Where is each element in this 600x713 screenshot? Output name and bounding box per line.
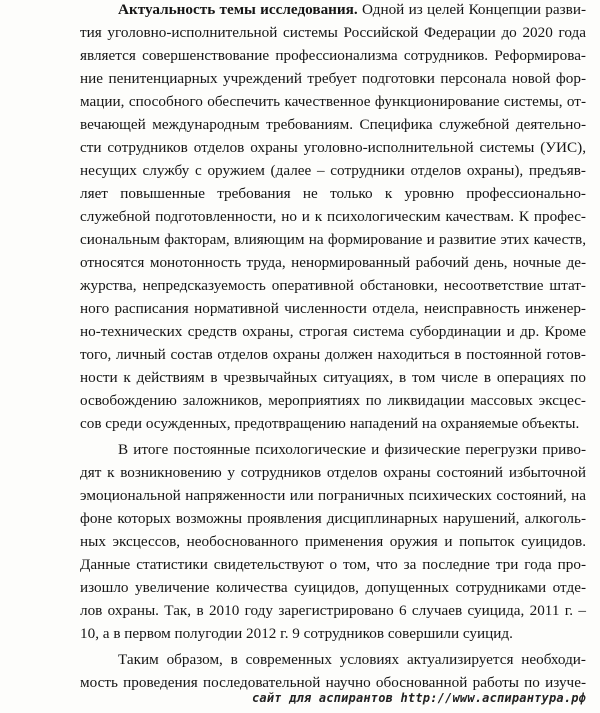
text-line-26: изошло увеличение количества суицидов, допущенных сотрудниками отде- <box>80 579 586 596</box>
text-line-10: служебной подготовленности, но и к психологическим качествам. К профес- <box>80 208 586 225</box>
text-line-28: 10, а в первом полугодии 2012 г. 9 сотрудников совершили суицид. <box>80 625 513 642</box>
text-line-15: но-технических средств охраны, строгая система субординации и др. Кроме <box>80 323 586 340</box>
text-line-22: эмоциональной напряженности или пограничных психических состояний, на <box>80 487 586 504</box>
text-line-3: является совершенствование профессионализма сотрудников. Реформирова- <box>80 47 586 64</box>
text-line-25: Данные статистики свидетельствуют о том, что за последние три года про- <box>80 556 586 573</box>
text-line-5: мации, способного обеспечить качественное функционирование системы, от- <box>80 93 586 110</box>
text-line-7: сти сотрудников отделов охраны уголовно-исполнительной системы (УИС), <box>80 139 586 156</box>
text-line-2: тия уголовно-исполнительной системы Российской Федерации до 2020 года <box>80 24 586 41</box>
text-line-21: дят к возникновению у сотрудников отделов охраны состояний избыточной <box>80 464 586 481</box>
text-line-19: сов среди осужденных, предотвращению нападений на охраняемые объекты. <box>80 415 580 432</box>
text-line-17: ности к действиям в чрезвычайных ситуациях, в том числе в операциях по <box>80 369 586 386</box>
text-line-30: мость проведения последовательной научно обоснованной работы по изуче- <box>80 674 586 691</box>
text-line-9: ляет повышенные требования не только к уровню профессионально- <box>80 185 586 202</box>
text-line-4: ние пенитенциарных учреждений требует подготовки персонала новой фор- <box>80 70 586 87</box>
text-line-29: Таким образом, в современных условиях актуализируется необходи- <box>118 651 586 668</box>
text-line-16: того, личный состав отделов охраны должен находиться в постоянной готов- <box>80 346 586 363</box>
text-line-12: относятся монотонность труда, ненормированный рабочий день, ночные де- <box>80 254 586 271</box>
text-line-23: фоне которых возможны проявления дисциплинарных нарушений, алкоголь- <box>80 510 586 527</box>
section-heading: Актуальность темы исследования. <box>118 1 358 18</box>
text-line-13: журства, непредсказуемость оперативной обстановки, несоответствие штат- <box>80 277 586 294</box>
watermark-text: сайт для аспирантов http://www.аспирантура.рф <box>252 691 587 705</box>
text-line-1 <box>118 0 586 20</box>
text-line-1-rest: Одной из целей Концепции разви- <box>357 1 587 18</box>
text-line-24: ных эксцессов, необоснованного применения оружия и попыток суицидов. <box>80 533 586 550</box>
text-line-18: освобождению заложников, мероприятиях по ликвидации массовых эксцес- <box>80 392 586 409</box>
text-line-6: вечающей международным требованиям. Специфика служебной деятельно- <box>80 116 586 133</box>
text-line-8: несущих службу с оружием (далее – сотрудники отделов охраны), предъяв- <box>80 162 586 179</box>
text-line-20: В итоге постоянные психологические и физические перегрузки приво- <box>118 441 586 458</box>
text-line-14: ного расписания нормативной численности отдела, неисправность инженер- <box>80 300 586 317</box>
text-line-27: лов охраны. Так, в 2010 году зарегистрировано 6 случаев суицида, 2011 г. – <box>80 602 586 619</box>
text-line-11: сиональным факторам, влияющим на формирование и развитие этих качеств, <box>80 231 586 248</box>
